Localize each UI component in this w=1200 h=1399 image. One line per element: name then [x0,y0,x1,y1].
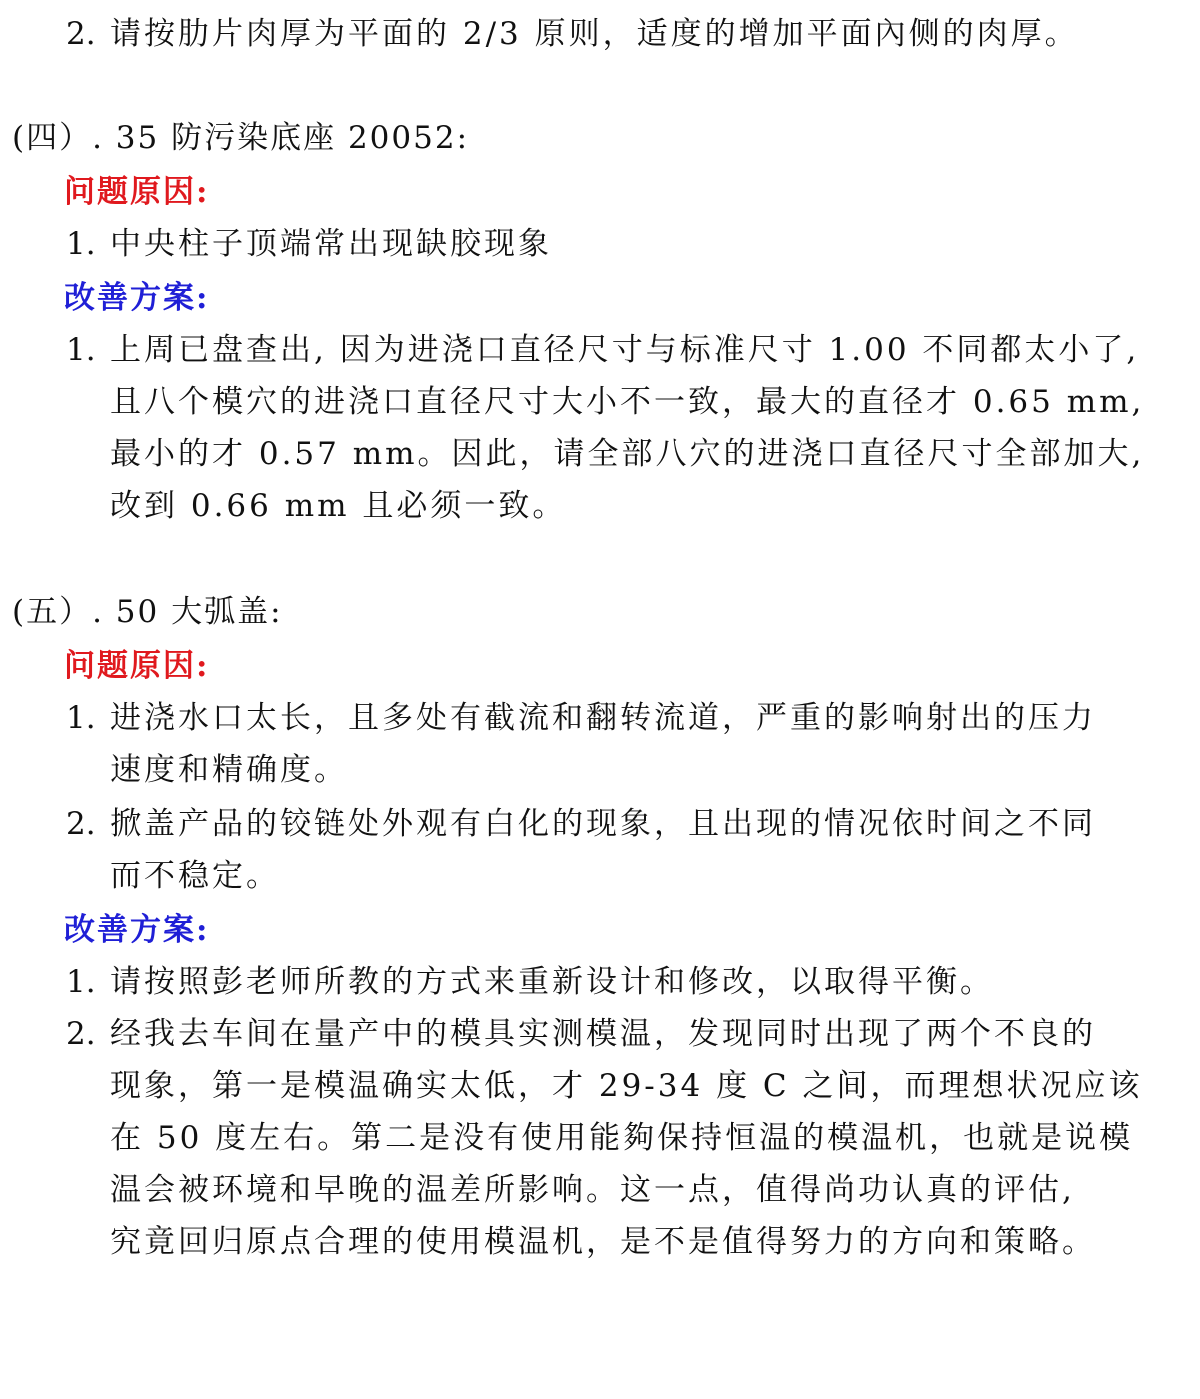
list-number: 1. [66,700,96,736]
list-item-text: 请按照彭老师所教的方式来重新设计和修改，以取得平衡。 [110,964,994,1000]
list-number: 1. [66,332,96,368]
list-item-text: 现象，第一是模温确实太低，才 29-34 度 C 之间，而理想状况应该 [110,1068,1143,1104]
list-item-text: 请按肋片肉厚为平面的 2/3 原则，适度的增加平面內侧的肉厚。 [110,16,1079,52]
list-item-text: 经我去车间在量产中的模具实测模温，发现同时出现了两个不良的 [110,1016,1096,1052]
list-number: 2. [66,1016,96,1052]
solution-label: 改善方案: [64,280,210,316]
list-number: 2. [66,806,96,842]
list-item-text: 中央柱子顶端常出现缺胶现象 [110,226,552,262]
section-heading-4: (四）. 35 防污染底座 20052: [12,120,470,156]
list-item-text: 进浇水口太长，且多处有截流和翻转流道，严重的影响射出的压力 [110,700,1096,736]
list-number: 1. [66,226,96,262]
list-item-text: 速度和精确度。 [110,752,348,788]
list-number: 1. [66,964,96,1000]
solution-label: 改善方案: [64,912,210,948]
list-item-text: 在 50 度左右。第二是没有使用能夠保持恒温的模温机，也就是说模 [110,1120,1134,1156]
problem-label: 问题原因: [64,648,210,684]
list-item-text: 而不稳定。 [110,858,280,894]
list-number: 2. [66,16,96,52]
list-item-text: 改到 0.66 mm 且必须一致。 [110,488,567,524]
section-heading-5: (五）. 50 大弧盖: [12,594,283,630]
list-item-text: 上周已盘查出, 因为进浇口直径尺寸与标准尺寸 1.00 不同都太小了, [110,332,1140,368]
problem-label: 问题原因: [64,174,210,210]
list-item-text: 掀盖产品的铰链处外观有白化的现象，且出现的情况依时间之不同 [110,806,1096,842]
list-item-text: 温会被环境和早晚的温差所影响。这一点，值得尚功认真的评估, [110,1172,1075,1208]
list-item-text: 最小的才 0.57 mm。因此，请全部八穴的进浇口直径尺寸全部加大, [110,436,1145,472]
list-item-text: 且八个模穴的进浇口直径尺寸大小不一致，最大的直径才 0.65 mm, [110,384,1145,420]
list-item-text: 究竟回归原点合理的使用模温机，是不是值得努力的方向和策略。 [110,1224,1096,1260]
